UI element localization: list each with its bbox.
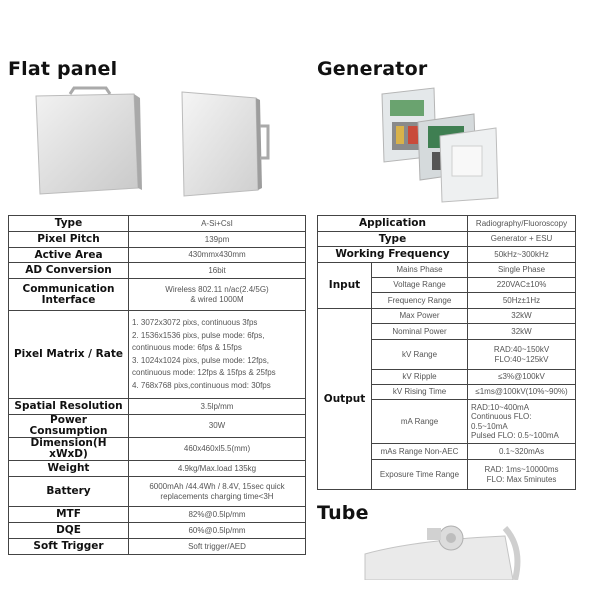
gen-value: 32kW	[468, 309, 576, 324]
gen-sub-label: Exposure Time Range	[372, 460, 468, 490]
gen-sub-label: mAs Range Non-AEC	[372, 444, 468, 460]
gen-value: 0.1~320mAs	[468, 444, 576, 460]
spec-value: A-Si+CsI	[129, 216, 306, 232]
gen-sub-label: kV Rising Time	[372, 385, 468, 400]
gen-row-type	[318, 232, 576, 247]
gen-row-application	[318, 216, 576, 232]
flat-panel-image-front	[30, 86, 145, 201]
spec-value: 16bit	[129, 263, 306, 279]
spec-row-battery	[9, 477, 306, 507]
spec-value: Soft trigger/AED	[129, 539, 306, 555]
gen-value: ≤1ms@100kV(10%~90%)	[468, 385, 576, 400]
spec-value: 82%@0.5lp/mm	[129, 507, 306, 523]
spec-row-pixel-pitch	[9, 232, 306, 248]
gen-label: Working Frequency	[318, 247, 468, 263]
flat-panel-heading: Flat panel	[8, 58, 118, 80]
spec-row-ad-conversion	[9, 263, 306, 279]
output-group-label: Output	[318, 309, 372, 490]
gen-value: Single Phase	[468, 263, 576, 278]
spec-row-dimension	[9, 438, 306, 461]
gen-value: ≤3%@100kV	[468, 370, 576, 385]
spec-row-mtf	[9, 507, 306, 523]
gen-sub-label: kV Ripple	[372, 370, 468, 385]
generator-heading: Generator	[317, 58, 428, 80]
gen-sub-label: Mains Phase	[372, 263, 468, 278]
spec-label: MTF	[9, 507, 129, 523]
gen-sub-label: mA Range	[372, 400, 468, 444]
gen-sub-label: kV Range	[372, 340, 468, 370]
input-group-label: Input	[318, 263, 372, 309]
gen-value: RAD: 1ms~10000ms FLO: Max 5minutes	[468, 460, 576, 490]
spec-row-communication-interface	[9, 279, 306, 311]
spec-label: Spatial Resolution	[9, 399, 129, 415]
gen-value: RAD:40~150kV FLO:40~125kV	[468, 340, 576, 370]
gen-row-input-mains-phase	[318, 263, 576, 278]
spec-label: Weight	[9, 461, 129, 477]
gen-row-working-frequency	[318, 247, 576, 263]
spec-label: Soft Trigger	[9, 539, 129, 555]
spec-row-dqe	[9, 523, 306, 539]
spec-label: Pixel Pitch	[9, 232, 129, 248]
spec-label: Dimension(H xWxD)	[9, 438, 129, 461]
spec-label: Type	[9, 216, 129, 232]
spec-label: Battery	[9, 477, 129, 507]
gen-value: 50Hz±1Hz	[468, 293, 576, 309]
spec-label: Communication Interface	[9, 279, 129, 311]
spec-value: 4.9kg/Max.load 135kg	[129, 461, 306, 477]
generator-spec-table	[317, 215, 576, 490]
generator-image	[378, 86, 508, 204]
spec-row-soft-trigger	[9, 539, 306, 555]
spec-row-type	[9, 216, 306, 232]
spec-value: 1. 3072x3072 pixs, continuous 3fps 2. 1536x1536 pixs, pulse mode: 6fps, continuous mode: 6fps & 15fps 3. 1024x1024 pixs, pulse mode: 12fps, continuous mode: 12fps & 15fps & 25fps 4. 768x768 pixs,continuous mod: 30fps	[129, 311, 306, 399]
gen-sub-label: Nominal Power	[372, 324, 468, 340]
spec-value: 3.5lp/mm	[129, 399, 306, 415]
spec-value: 139pm	[129, 232, 306, 248]
spec-value: 460x460xl5.5(mm)	[129, 438, 306, 461]
spec-label: AD Conversion	[9, 263, 129, 279]
spec-label: Power Consumption	[9, 415, 129, 438]
spec-row-pixel-matrix	[9, 311, 306, 399]
spec-label: Active Area	[9, 248, 129, 263]
gen-sub-label: Voltage Range	[372, 278, 468, 293]
gen-value: 50kHz~300kHz	[468, 247, 576, 263]
spec-label: Pixel Matrix / Rate	[9, 311, 129, 399]
gen-row-output-max-power	[318, 309, 576, 324]
gen-value: RAD:10~400mA Continuous FLO: 0.5~10mA Pulsed FLO: 0.5~100mA	[468, 400, 576, 444]
spec-value: 30W	[129, 415, 306, 438]
spec-label: DQE	[9, 523, 129, 539]
spec-value: 60%@0.5lp/mm	[129, 523, 306, 539]
gen-sub-label: Max Power	[372, 309, 468, 324]
gen-value: Generator + ESU	[468, 232, 576, 247]
gen-label: Type	[318, 232, 468, 247]
spec-value: 6000mAh /44.4Wh / 8.4V, 15sec quick replacements charging time<3H	[129, 477, 306, 507]
spec-value: 430mmx430mm	[129, 248, 306, 263]
flat-panel-spec-table	[8, 215, 306, 555]
spec-row-spatial-resolution	[9, 399, 306, 415]
gen-sub-label: Frequency Range	[372, 293, 468, 309]
gen-value: 220VAC±10%	[468, 278, 576, 293]
flat-panel-image-angled	[178, 86, 273, 201]
spec-row-active-area	[9, 248, 306, 263]
gen-value: Radiography/Fluoroscopy	[468, 216, 576, 232]
gen-label: Application	[318, 216, 468, 232]
spec-row-weight	[9, 461, 306, 477]
spec-value: Wireless 802.11 n/ac(2.4/5G) & wired 1000M	[129, 279, 306, 311]
tube-image	[355, 520, 525, 580]
tube-heading: Tube	[317, 502, 369, 524]
spec-row-power-consumption	[9, 415, 306, 438]
gen-value: 32kW	[468, 324, 576, 340]
